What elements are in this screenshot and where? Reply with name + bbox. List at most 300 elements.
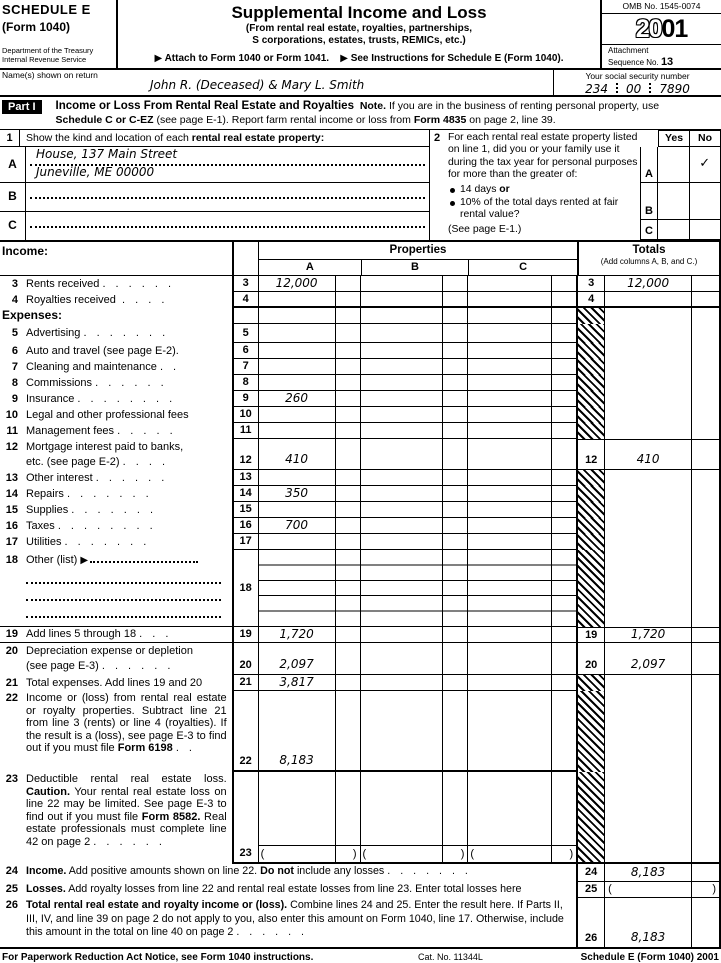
- line-14-row: 14 Repairs . . . . . . . 14 350: [0, 486, 719, 502]
- line-25-label: Losses. Add royalty losses from line 22 and rental real estate losses from line 23. Enter total losses here: [26, 883, 522, 895]
- line-4-amount-b[interactable]: [360, 292, 443, 308]
- line-5-amount-c[interactable]: [467, 324, 551, 343]
- line-4-total-cents[interactable]: [691, 292, 719, 308]
- line-7-cents-c[interactable]: [551, 359, 576, 375]
- line2-number: 2: [434, 132, 441, 144]
- dot-leader: . .: [175, 742, 194, 755]
- property-a-address2[interactable]: Juneville, ME 00000: [36, 165, 155, 179]
- line-25-total-cents[interactable]: [691, 882, 719, 898]
- property-row-a: [0, 147, 429, 183]
- name-value[interactable]: John R. (Deceased) & Mary L. Smith: [150, 78, 365, 93]
- column-c-header: C: [468, 260, 577, 275]
- line-22-amount-c[interactable]: [467, 691, 551, 772]
- line-21-cents-c[interactable]: [551, 675, 576, 691]
- property-b-letter: B: [0, 183, 26, 211]
- yes-checkbox-b[interactable]: [658, 183, 690, 220]
- line-13-row: 13 Other interest . . . . . . 13: [0, 470, 719, 486]
- line-4-total[interactable]: [604, 292, 691, 308]
- line-14-cents-a[interactable]: [335, 486, 360, 502]
- form-title-block: [118, 0, 600, 68]
- form-header: [0, 0, 721, 70]
- yes-checkbox-a[interactable]: [658, 147, 690, 183]
- close-paren: ): [460, 847, 465, 860]
- line-18-amount-b[interactable]: [360, 550, 443, 627]
- close-paren: ): [569, 847, 574, 860]
- line-4-row: 4 Royalties received . . . . 4 4: [0, 292, 719, 308]
- property-b-field[interactable]: [26, 183, 429, 212]
- line-26-row: 26 Total rental real estate and royalty income or (loss). Combine lines 24 and 25. Enter the result here. If Parts II, III, IV, and line 39 on page 2 do not apply to you, also enter this amount on Form 1040, line 17. Otherwise, include this amount in the total on line 40 on page 2 . . . . . . 26 8,183: [0, 898, 719, 947]
- line-9-row: 9 Insurance . . . . . . . . 9 260: [0, 391, 719, 407]
- hatched-cell: [576, 359, 604, 375]
- form-edition: Schedule E (Form 1040) 2001: [580, 952, 719, 963]
- form-footer: [0, 949, 721, 963]
- line-23-cents-b[interactable]: [442, 772, 467, 864]
- bullet-10-percent: 10% of the total days rented at fair rental value?: [448, 197, 639, 222]
- line-24-label: Income. Add positive amounts shown on line 22. Do not include any losses . . . . . . .: [26, 865, 470, 877]
- hatched-cell: [576, 502, 604, 518]
- line-12-cents-c[interactable]: [551, 439, 576, 470]
- hatched-cell: [576, 675, 604, 691]
- line-5-amount-b[interactable]: [360, 324, 443, 343]
- dot-leader: . .: [159, 360, 179, 373]
- hatched-cell: [576, 391, 604, 407]
- income-section-label: Income:: [2, 244, 49, 258]
- line-3-total-cents[interactable]: [691, 276, 719, 292]
- name-field[interactable]: [0, 70, 553, 95]
- yes-checkbox-c[interactable]: [658, 220, 690, 240]
- line-21-row: 21 Total expenses. Add lines 19 and 20 21 3,817: [0, 675, 719, 691]
- line1-property-box: [0, 130, 430, 240]
- line-15-row: 15 Supplies . . . . . . . 15: [0, 502, 719, 518]
- line-5-cents-b[interactable]: [442, 324, 467, 343]
- fill-in-line[interactable]: [26, 601, 221, 618]
- line-18-cents-b[interactable]: [442, 550, 467, 627]
- line-15-amount-a[interactable]: [258, 502, 335, 518]
- line-12-total-cents[interactable]: [691, 439, 719, 470]
- dot-leader: . . . .: [122, 455, 168, 468]
- table-header: [0, 242, 719, 276]
- line-22-label: Income or (loss) from rental real estate or royalty properties. Subtract line 21 from line 3 (rents) or line 4 (royalties). If the result is a (loss), see page E-3 to find out if you must file Form 6198 . .: [26, 692, 227, 755]
- line-3-amount-c[interactable]: [467, 276, 551, 292]
- line-22-amount-b[interactable]: [360, 691, 443, 772]
- line-16-cents-a[interactable]: [335, 518, 360, 534]
- paperwork-notice: For Paperwork Reduction Act Notice, see Form 1040 instructions.: [2, 952, 314, 963]
- line-13-cents-a[interactable]: [335, 470, 360, 486]
- dot-leader: . . . . . . . .: [77, 392, 175, 405]
- line-9-cents-a[interactable]: [335, 391, 360, 407]
- line-15-amount-b[interactable]: [360, 502, 443, 518]
- line-14-amount-a[interactable]: 350: [258, 486, 335, 502]
- right-arrow-icon: ▶: [154, 52, 163, 64]
- line-3-cents-a[interactable]: [335, 276, 360, 292]
- line-26-label: Total rental real estate and royalty income or (loss). Combine lines 24 and 25. Enter the result here. If Parts II, III, IV, and line 39 on page 2 do not apply to you, also enter this amount on Form 1040, line 17. Otherwise, include this amount in the total on line 40 on page 2 . . . . . .: [26, 899, 564, 938]
- line-16-amount-c[interactable]: [467, 518, 551, 534]
- line-23-amount-a[interactable]: [258, 772, 335, 864]
- line-4-amount-a[interactable]: [258, 292, 335, 308]
- line-17-amount-b[interactable]: [360, 534, 443, 550]
- line2-text: For each rental real estate property listed on line 1, did you or your family use it during the tax year for personal purposes for more than the greater of:: [448, 132, 638, 181]
- line-16-label: Taxes: [26, 519, 55, 532]
- line-11-row: 11 Management fees . . . . . 11: [0, 423, 719, 439]
- line-13-amount-c[interactable]: [467, 470, 551, 486]
- yesno-c-letter: C: [640, 220, 658, 240]
- line-4-label: Royalties received: [26, 293, 116, 306]
- no-checkbox-c[interactable]: [690, 220, 721, 240]
- bullet-14-days: 14 days or: [448, 184, 639, 196]
- line-8-row: 8 Commissions . . . . . . 8: [0, 375, 719, 391]
- line-18-amount-c[interactable]: [467, 550, 551, 627]
- line-6-amount-b[interactable]: [360, 343, 443, 359]
- column-b-header: B: [361, 260, 469, 275]
- line-23-amount-b[interactable]: [360, 772, 443, 864]
- line-12-amount-a[interactable]: 410: [258, 439, 335, 470]
- line-17-row: 17 Utilities . . . . . . . 17: [0, 534, 719, 550]
- line-13-amount-b[interactable]: [360, 470, 443, 486]
- line-8-cents-a[interactable]: [335, 375, 360, 391]
- line-23-cents-c[interactable]: [551, 772, 576, 864]
- see-page-note: (See page E-1.): [448, 223, 522, 235]
- line-6-amount-a[interactable]: [258, 343, 335, 359]
- line-8-cents-c[interactable]: [551, 375, 576, 391]
- line-12-total[interactable]: 410: [604, 439, 691, 470]
- line-14-cents-c[interactable]: [551, 486, 576, 502]
- line-19-total-cents[interactable]: [691, 627, 719, 643]
- line-9-cents-c[interactable]: [551, 391, 576, 407]
- right-arrow-icon: ▶: [340, 52, 348, 64]
- line-17-cents-c[interactable]: [551, 534, 576, 550]
- line-12-cents-a[interactable]: [335, 439, 360, 470]
- yesno-row-b: [640, 183, 721, 220]
- dot-leader: . . . . . .: [236, 926, 307, 938]
- line-8-amount-b[interactable]: [360, 375, 443, 391]
- dot-leader: . . . .: [122, 293, 167, 306]
- line-21-label: Total expenses. Add lines 19 and 20: [26, 676, 203, 689]
- line-16-cents-b[interactable]: [442, 518, 467, 534]
- dot-leader: . . . . . .: [93, 835, 164, 848]
- line-10-cents-c[interactable]: [551, 407, 576, 423]
- agency-lines: Department of the Treasury Internal Revenue Service: [2, 45, 94, 65]
- expenses-section-label: Expenses:: [2, 308, 63, 323]
- line-3-cents-c[interactable]: [551, 276, 576, 292]
- open-paren: (: [470, 847, 475, 860]
- line-9-amount-c[interactable]: [467, 391, 551, 407]
- fill-in-line[interactable]: [90, 551, 198, 563]
- line-23-amount-c[interactable]: [467, 772, 551, 864]
- line-19-cents-b[interactable]: [442, 627, 467, 643]
- ssn-value[interactable]: 234 00 7890: [554, 83, 721, 97]
- line-5-cents-a[interactable]: [335, 324, 360, 343]
- hatched-cell: [576, 486, 604, 502]
- line-15-amount-c[interactable]: [467, 502, 551, 518]
- line-25-total[interactable]: [604, 882, 691, 898]
- line-3-label: Rents received: [26, 277, 100, 290]
- line-8-amount-a[interactable]: [258, 375, 335, 391]
- property-a-field[interactable]: [26, 147, 429, 183]
- line-18-cents-c[interactable]: [551, 550, 576, 627]
- line-20-amount-c[interactable]: [467, 643, 551, 675]
- no-checkbox-a[interactable]: [690, 147, 721, 183]
- line-19-cents-c[interactable]: [551, 627, 576, 643]
- form-id-block: [0, 0, 118, 68]
- ssn-field[interactable]: [553, 70, 721, 95]
- line-20-total[interactable]: 2,097: [604, 643, 691, 675]
- attach-instructions: ▶ Attach to Form 1040 or Form 1041. ▶ See Instructions for Schedule E (Form 1040).: [154, 52, 564, 64]
- line-14-amount-c[interactable]: [467, 486, 551, 502]
- expenses-header-row: [0, 308, 719, 324]
- line-12-cents-b[interactable]: [442, 439, 467, 470]
- hatched-cell: [576, 772, 604, 864]
- line-9-cents-b[interactable]: [442, 391, 467, 407]
- line-18-amount-a[interactable]: [258, 550, 335, 627]
- line-10-cents-b[interactable]: [442, 407, 467, 423]
- dot-leader: . . .: [139, 628, 171, 641]
- hatched-cell: [576, 375, 604, 391]
- ssn-label: Your social security number: [585, 71, 690, 81]
- dot-leader: . . . . . . .: [387, 865, 470, 877]
- line-9-label: Insurance: [26, 392, 75, 405]
- form-number: (Form 1040): [2, 19, 71, 34]
- line1-number: 1: [0, 130, 20, 146]
- close-paren: ): [352, 847, 357, 860]
- omb-number: OMB No. 1545-0074: [602, 0, 721, 14]
- line-19-label: Add lines 5 through 18: [26, 628, 137, 641]
- property-section: [0, 130, 721, 240]
- line-4-cents-b[interactable]: [442, 292, 467, 308]
- line-6-cents-a[interactable]: [335, 343, 360, 359]
- line-4-cents-a[interactable]: [335, 292, 360, 308]
- line-7-amount-a[interactable]: [258, 359, 335, 375]
- property-c-letter: C: [0, 212, 26, 240]
- yesno-a-letter: A: [640, 147, 658, 183]
- line-6-row: 6 Auto and travel (see page E-2). 6: [0, 343, 719, 359]
- line-23-row: 23 Deductible rental real estate loss. Caution. Your rental real estate loss on line 22 may be limited. See page E-3 to find out if you must file Form 8582. Real estate professionals must complete line 42 on page 2 . . . . . . 23 ( ) ( ) ( ): [0, 772, 719, 864]
- line-14-cents-b[interactable]: [442, 486, 467, 502]
- hatched-cell: [576, 534, 604, 550]
- no-checkbox-b[interactable]: [690, 183, 721, 220]
- line-20-label: Depreciation expense or depletion: [26, 645, 193, 657]
- line-11-cents-c[interactable]: [551, 423, 576, 439]
- totals-header: Totals (Add columns A, B, and C.): [577, 242, 719, 275]
- line-19-total[interactable]: 1,720: [604, 627, 691, 643]
- line-17-cents-a[interactable]: [335, 534, 360, 550]
- line-10-label: Legal and other professional fees: [26, 408, 189, 421]
- hatched-cell: [576, 550, 604, 627]
- line-8-label: Commissions: [26, 376, 93, 389]
- name-label: Name(s) shown on return: [2, 70, 98, 80]
- dot-leader: . . . . . .: [101, 659, 173, 672]
- yesno-b-letter: B: [640, 183, 658, 220]
- line-23-cents-a[interactable]: [335, 772, 360, 864]
- line-8-cents-b[interactable]: [442, 375, 467, 391]
- yes-header: Yes: [658, 130, 689, 147]
- fill-in-line[interactable]: [26, 567, 221, 584]
- line-17-cents-b[interactable]: [442, 534, 467, 550]
- line-12-row: 12 Mortgage interest paid to banks, etc. (see page E-2) . . . . 12 410 12 410: [0, 439, 719, 470]
- line-16-cents-c[interactable]: [551, 518, 576, 534]
- line-21-amount-a[interactable]: 3,817: [258, 675, 335, 691]
- hatched-cell: [576, 691, 604, 772]
- form-subtitle: (From rental real estate, royalties, partnerships, S corporations, estates, trusts, REMICs, etc.): [245, 22, 473, 46]
- part1-heading-text: Income or Loss From Rental Real Estate and Royalties Note. If you are in the business of renting personal property, use Schedule C or C-EZ (see page E-1). Report farm rental income or loss from Form 4835 on page 2, line 39.: [55, 100, 660, 126]
- line-17-amount-a[interactable]: [258, 534, 335, 550]
- dot-leader: . . . . . .: [95, 471, 167, 484]
- income-expense-table: [0, 240, 721, 949]
- schedule-title: SCHEDULE E: [2, 2, 91, 17]
- open-paren: (: [260, 847, 265, 860]
- line-26-total-cents[interactable]: [691, 898, 719, 947]
- hatched-cell: [576, 423, 604, 439]
- line-10-amount-b[interactable]: [360, 407, 443, 423]
- line-21-cents-b[interactable]: [442, 675, 467, 691]
- line-20-cents-a[interactable]: [335, 643, 360, 675]
- line-15-cents-b[interactable]: [442, 502, 467, 518]
- line-25-row: 25 Losses. Add royalty losses from line 22 and rental real estate losses from line 23. Enter total losses here 25 ( ): [0, 882, 719, 898]
- line-20-cents-b[interactable]: [442, 643, 467, 675]
- property-a-address1[interactable]: House, 137 Main Street: [36, 147, 178, 161]
- attachment-sequence: Attachment Sequence No. 13: [608, 45, 674, 68]
- dotted-rule: [30, 197, 425, 199]
- properties-header: Properties A B C: [258, 242, 577, 275]
- line-11-amount-b[interactable]: [360, 423, 443, 439]
- right-arrow-icon: ▶: [80, 555, 89, 566]
- line-8-amount-c[interactable]: [467, 375, 551, 391]
- line-10-amount-a[interactable]: [258, 407, 335, 423]
- hatched-cell: [576, 308, 604, 324]
- line-6-amount-c[interactable]: [467, 343, 551, 359]
- yesno-row-a: [640, 147, 721, 183]
- hatched-cell: [576, 518, 604, 534]
- line-22-cents-c[interactable]: [551, 691, 576, 772]
- line-18-cents-a[interactable]: [335, 550, 360, 627]
- part1-badge: Part I: [2, 100, 42, 114]
- line-19-amount-a[interactable]: 1,720: [258, 627, 335, 643]
- omb-year-block: [600, 0, 721, 68]
- line-22-row: 22 Income or (loss) from rental real estate or royalty properties. Subtract line 21 from line 3 (rents) or line 4 (royalties). If the result is a (loss), see page E-3 to find out if you must file Form 6198 . . 22 8,183: [0, 691, 719, 772]
- line-20-row: 20 Depreciation expense or depletion (see page E-3) . . . . . . 20 2,097 20 2,097: [0, 643, 719, 675]
- line-18-row: 18 Other (list) ▶ 18: [0, 550, 719, 627]
- line-3-amount-b[interactable]: [360, 276, 443, 292]
- part1-header: [0, 97, 721, 130]
- hatched-cell: [576, 407, 604, 423]
- open-paren: (: [362, 847, 367, 860]
- line-10-amount-c[interactable]: [467, 407, 551, 423]
- line-9-amount-a[interactable]: 260: [258, 391, 335, 407]
- line-5-label: Advertising: [26, 327, 81, 340]
- tax-year: 2001: [602, 14, 721, 45]
- line-7-row: 7 Cleaning and maintenance . . 7: [0, 359, 719, 375]
- property-c-field[interactable]: [26, 212, 429, 240]
- line-11-cents-a[interactable]: [335, 423, 360, 439]
- property-a-letter: A: [0, 147, 26, 182]
- line-19-amount-c[interactable]: [467, 627, 551, 643]
- line-9-amount-b[interactable]: [360, 391, 443, 407]
- line-11-amount-a[interactable]: [258, 423, 335, 439]
- catalog-number: Cat. No. 11344L: [418, 952, 483, 962]
- line-15-cents-a[interactable]: [335, 502, 360, 518]
- line-4-cents-c[interactable]: [551, 292, 576, 308]
- line-3-row: 3 Rents received . . . . . . 3 12,000 3 12,000: [0, 276, 719, 292]
- dot-leader: . . . . .: [117, 424, 175, 437]
- line-15-cents-c[interactable]: [551, 502, 576, 518]
- line-21-cents-a[interactable]: [335, 675, 360, 691]
- hatched-cell: [576, 343, 604, 359]
- line-12-amount-b[interactable]: [360, 439, 443, 470]
- dotted-rule: [30, 226, 425, 228]
- line-5-cents-c[interactable]: [551, 324, 576, 343]
- line-6-cents-c[interactable]: [551, 343, 576, 359]
- line-3-total[interactable]: 12,000: [604, 276, 691, 292]
- line-10-cents-a[interactable]: [335, 407, 360, 423]
- line-7-cents-a[interactable]: [335, 359, 360, 375]
- line-14-amount-b[interactable]: [360, 486, 443, 502]
- line-17-amount-c[interactable]: [467, 534, 551, 550]
- line-13-label: Other interest: [26, 471, 93, 484]
- line-11-label: Management fees: [26, 424, 115, 437]
- line-3-cents-b[interactable]: [442, 276, 467, 292]
- line-3-amount-a[interactable]: 12,000: [258, 276, 335, 292]
- no-header: No: [689, 130, 721, 147]
- line-22-cents-a[interactable]: [335, 691, 360, 772]
- line-20-amount-a[interactable]: 2,097: [258, 643, 335, 675]
- hatched-cell: [576, 324, 604, 343]
- line-20-cents-c[interactable]: [551, 643, 576, 675]
- line-26-total[interactable]: 8,183: [604, 898, 691, 947]
- line-7-amount-c[interactable]: [467, 359, 551, 375]
- line-5-amount-a[interactable]: [258, 324, 335, 343]
- line-22-amount-a[interactable]: 8,183: [258, 691, 335, 772]
- line-5-row: 5 Advertising . . . . . . . 5: [0, 324, 719, 343]
- line1-label: Show the kind and location of each rental real estate property:: [26, 131, 325, 144]
- line-11-cents-b[interactable]: [442, 423, 467, 439]
- line-17-label: Utilities: [26, 535, 62, 548]
- line-24-row: 24 Income. Add positive amounts shown on line 22. Do not include any losses . . . . . . . 24 8,183: [0, 864, 719, 882]
- line-4-amount-c[interactable]: [467, 292, 551, 308]
- line-13-cents-b[interactable]: [442, 470, 467, 486]
- open-paren: (: [608, 883, 612, 896]
- line-16-amount-b[interactable]: [360, 518, 443, 534]
- dot-leader: . . . . . .: [95, 376, 166, 389]
- line-11-amount-c[interactable]: [467, 423, 551, 439]
- line-7-amount-b[interactable]: [360, 359, 443, 375]
- line-24-total-cents[interactable]: [691, 864, 719, 882]
- checkmark-icon: ✓: [699, 156, 711, 172]
- bullet-icon: [450, 188, 455, 193]
- yesno-row-c: [640, 220, 721, 240]
- line-12-amount-c[interactable]: [467, 439, 551, 470]
- fill-in-line[interactable]: [26, 584, 221, 601]
- line-21-amount-b[interactable]: [360, 675, 443, 691]
- line-13-cents-c[interactable]: [551, 470, 576, 486]
- line-24-total[interactable]: 8,183: [604, 864, 691, 882]
- line-19-cents-a[interactable]: [335, 627, 360, 643]
- line-22-cents-b[interactable]: [442, 691, 467, 772]
- line-20-amount-b[interactable]: [360, 643, 443, 675]
- line-12-label: Mortgage interest paid to banks,: [26, 441, 184, 453]
- hatched-cell: [576, 470, 604, 486]
- line-16-amount-a[interactable]: 700: [258, 518, 335, 534]
- line-6-cents-b[interactable]: [442, 343, 467, 359]
- dot-leader: . . . . . .: [102, 277, 174, 290]
- line-7-cents-b[interactable]: [442, 359, 467, 375]
- line-21-amount-c[interactable]: [467, 675, 551, 691]
- property-row-b: [0, 183, 429, 212]
- line-23-label: Deductible rental real estate loss. Caution. Your rental real estate loss on line 22 may be limited. See page E-3 to find out if you must file Form 8582. Real estate professionals must complete line 42 on page 2 . . . . . .: [26, 773, 227, 848]
- line-19-amount-b[interactable]: [360, 627, 443, 643]
- dot-leader: . . . . . . .: [71, 503, 155, 516]
- name-ssn-row: [0, 70, 721, 97]
- line-13-amount-a[interactable]: [258, 470, 335, 486]
- line-20-total-cents[interactable]: [691, 643, 719, 675]
